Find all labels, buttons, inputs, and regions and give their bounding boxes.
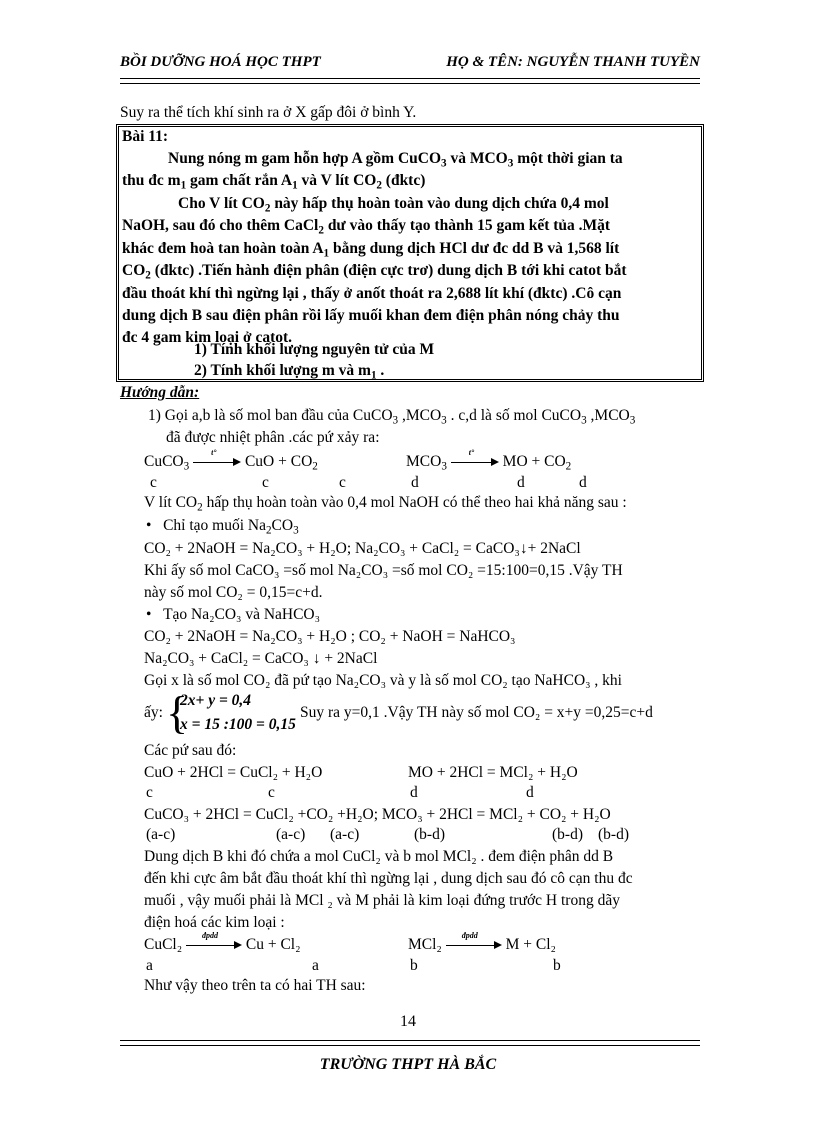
brace-icon: { [166, 687, 189, 738]
question-1: 1) Tính khối lượng nguyên tử của M [194, 341, 435, 358]
problem-line-4: NaOH, sau đó cho thêm CaCl$_2$ dư vào thấy tạo thành 15 gam kết tủa .Mặt [122, 217, 611, 237]
problem-title: Bài 11: [122, 128, 169, 145]
problem-line-7: đầu thoát khí thì ngừng lại , thấy ở anốt thoát ra 2,688 lít khí (đktc) .Cô cạn [122, 285, 622, 302]
electrolysis-1: CuCl₂ đpdd Cu + Cl₂ [144, 931, 301, 953]
equation-4b: MO + 2HCl = MCl₂ + H₂O [408, 764, 578, 781]
footer-rule [120, 1040, 700, 1046]
header-left: BỒI DƯỠNG HOÁ HỌC THPT [120, 54, 321, 70]
guide-line-1: 1) Gọi a,b là số mol ban đầu của CuCO$_3$ $,MCO_3$ . c,d là số mol CuCO$_3$ $,MCO_3$ [148, 407, 636, 427]
electrolysis-2: MCl₂ đpdd M + Cl₂ [408, 931, 556, 953]
guide-line-13: Như vậy theo trên ta có hai TH sau: [144, 977, 366, 994]
problem-line-3: Cho V lít $CO_2$ này hấp thụ hoàn toàn vào dung dịch chứa 0,4 mol [178, 195, 609, 215]
coef: (a-c) [276, 826, 306, 843]
equation-5: CuCO₃ + 2HCl = CuCl₂ +CO₂ +H₂O; MCO₃ + 2HCl = MCl₂ + CO₂ + H₂O [144, 806, 611, 823]
equation-3: Na₂CO₃ + CaCl₂ = CaCO₃ ↓ + 2NaCl [144, 650, 378, 667]
coef: (b-d) [598, 826, 629, 843]
page-header [120, 50, 700, 76]
equation-2: CO₂ + 2NaOH = Na₂CO₃ + H₂O ; CO₂ + NaOH = NaHCO₃ [144, 628, 516, 645]
coef: b [410, 957, 418, 974]
reaction-2: $MCO_3$ t° MO + $CO_2$ [406, 448, 572, 473]
guide-line-6: Gọi x là số mol CO₂ đã pứ tạo Na₂CO₃ và y là số mol CO₂ tạo NaHCO₃ , khi [144, 672, 622, 689]
problem-line-9: đc 4 gam kim loại ở catot. [122, 329, 293, 346]
header-right: HỌ & TÊN: NGUYỄN THANH TUYỀN [446, 54, 700, 70]
bullet-2: • Tạo Na₂CO₃ và NaHCO₃ [146, 606, 321, 623]
coef: d [526, 784, 534, 801]
coef: d [517, 474, 525, 491]
guide-line-2: đã được nhiệt phân .các pứ xảy ra: [166, 429, 380, 446]
page-number: 14 [400, 1013, 416, 1030]
equation-4a: CuO + 2HCl = CuCl₂ + H₂O [144, 764, 323, 781]
guide-line-5: này số mol CO₂ = 0,15=c+d. [144, 584, 323, 601]
coef: (b-d) [552, 826, 583, 843]
coef: c [268, 784, 275, 801]
problem-line-6: $CO_2$ (đktc) .Tiến hành điện phân (điện cực trơ) dung dịch B tới khi catot bắt [122, 262, 627, 282]
footer-text: TRƯỜNG THPT HÀ BẮC [319, 1056, 497, 1073]
bullet-1: • Chỉ tạo muối $Na_2CO_3$ [146, 517, 299, 537]
coef: a [146, 957, 153, 974]
guide-title: Hướng dẫn: [120, 384, 200, 401]
heat-arrow-icon: t° [193, 456, 241, 468]
guide-line-11: muối , vậy muối phải là MCl ₂ và M phải là kim loại đứng trước H trong dãy [144, 892, 620, 909]
coef: d [411, 474, 419, 491]
header-rule [120, 78, 700, 84]
guide-line-10: đến khi cực âm bắt đầu thoát khí thì ngừng lại , dung dịch sau đó cô cạn thu đc [144, 870, 633, 887]
coef: (b-d) [414, 826, 445, 843]
coef: a [312, 957, 319, 974]
problem-line-8: dung dịch B sau điện phân rồi lấy muối khan đem điện phân nóng chảy thu [122, 307, 620, 324]
coef: (a-c) [146, 826, 176, 843]
coef: d [579, 474, 587, 491]
coef: (a-c) [330, 826, 360, 843]
heat-arrow-icon: t° [451, 456, 499, 468]
guide-line-9: Dung dịch B khi đó chứa a mol CuCl₂ và b mol MCl₂ . đem điện phân dd B [144, 848, 614, 865]
electrolysis-arrow-icon: đpdd [186, 939, 242, 951]
guide-line-3: V lít $CO_2$ hấp thụ hoàn toàn vào 0,4 mol NaOH có thể theo hai khả năng sau : [144, 494, 627, 514]
guide-line-4: Khi ấy số mol CaCO₃ =số mol Na₂CO₃ =số mol CO₂ =15:100=0,15 .Vậy TH [144, 562, 623, 579]
guide-line-12: điện hoá các kim loại : [144, 914, 285, 931]
problem-line-5: khác đem hoà tan hoàn toàn $A_1$ bằng dung dịch HCl dư đc dd B và 1,568 lít [122, 240, 620, 260]
coef: c [262, 474, 269, 491]
coef: c [339, 474, 346, 491]
problem-line-2: thu đc $m_1$ gam chất rắn $A_1$ và V lít $CO_2$ (đktc) [122, 172, 426, 192]
reaction-1: CuCO$_3$ t° CuO + $CO_2$ [144, 448, 318, 473]
guide-line-7a: ấy: [144, 704, 163, 721]
coef: d [410, 784, 418, 801]
guide-line-7b: Suy ra y=0,1 .Vậy TH này số mol CO₂ = x+y =0,25=c+d [300, 704, 653, 721]
electrolysis-arrow-icon: đpdd [446, 939, 502, 951]
equation-1: CO₂ + 2NaOH = Na₂CO₃ + H₂O; Na₂CO₃ + CaCl₂ = CaCO₃↓+ 2NaCl [144, 540, 581, 557]
coef: c [150, 474, 157, 491]
problem-line-1: Nung nóng m gam hỗn hợp A gồm CuCO$_3$ và $MCO_3$ một thời gian ta [168, 150, 623, 170]
system-eq-2: x = 15 :100 = 0,15 [180, 716, 296, 733]
system-eq-1: 2x+ y = 0,4 [180, 692, 252, 709]
guide-line-8: Các pứ sau đó: [144, 742, 237, 759]
coef: c [146, 784, 153, 801]
question-2: 2) Tính khối lượng m và $m_1$ . [194, 362, 385, 382]
coef: b [553, 957, 561, 974]
intro-text: Suy ra thể tích khí sinh ra ở X gấp đôi ở bình Y. [120, 104, 417, 121]
